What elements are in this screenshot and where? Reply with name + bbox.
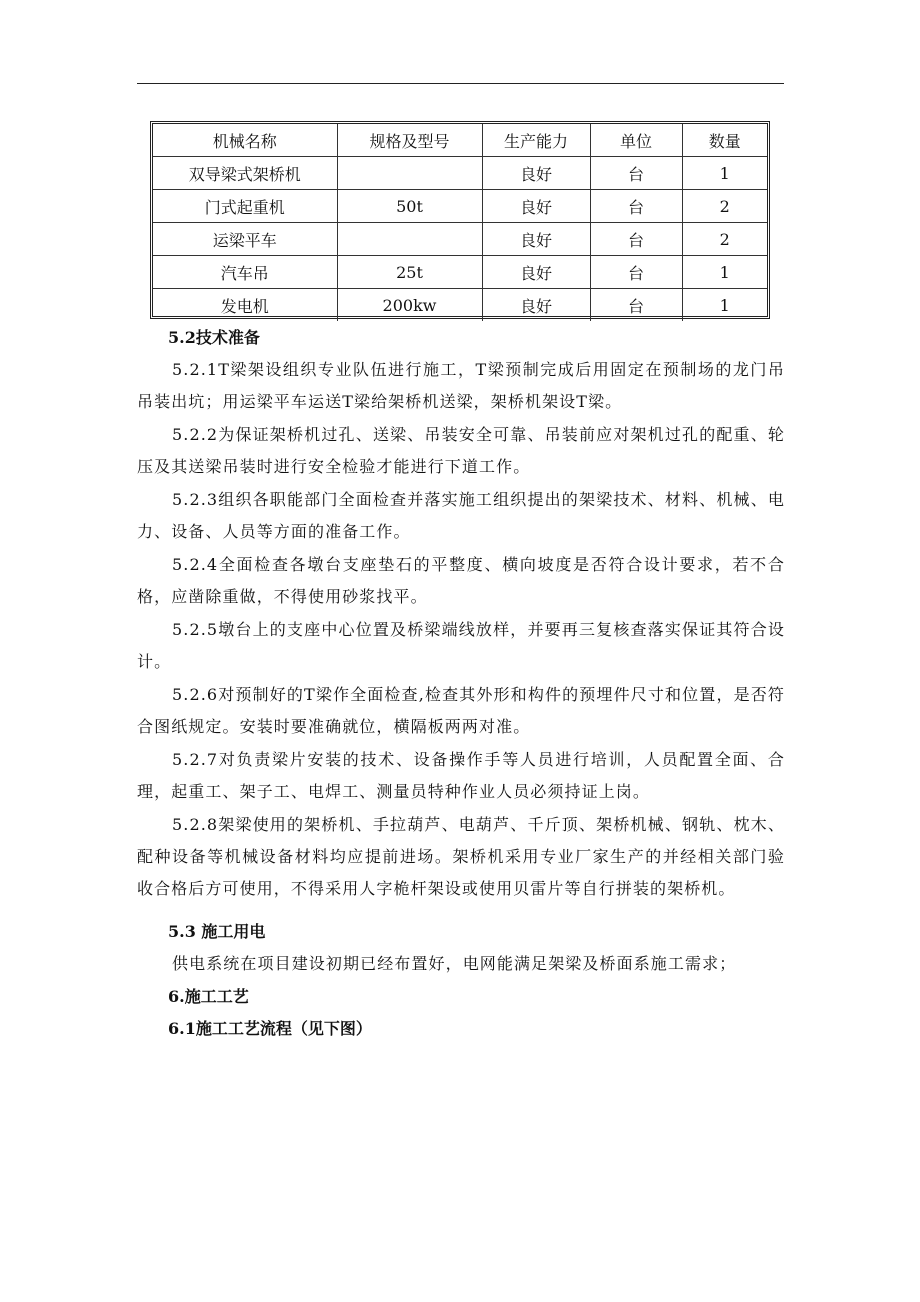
table-header-row: [153, 124, 767, 157]
document-body: [137, 322, 785, 1045]
table-cell: 汽车吊: [153, 256, 337, 289]
table-cell: 25t: [337, 256, 482, 289]
table-cell: 良好: [482, 190, 590, 223]
table-row: [153, 289, 767, 322]
table-cell: 良好: [482, 289, 590, 322]
section-heading-6-1: 6.1施工工艺流程（见下图）: [168, 1019, 372, 1038]
table-cell: 1: [682, 157, 767, 190]
table-cell: 良好: [482, 223, 590, 256]
section-heading-5-3: 5.3 施工用电: [168, 922, 266, 941]
table-cell: [337, 223, 482, 256]
table-cell: 50t: [337, 190, 482, 223]
table-cell: 双导梁式架桥机: [153, 157, 337, 190]
paragraph-5-2-8: 5.2.8架梁使用的架桥机、手拉葫芦、电葫芦、千斤顶、架桥机械、钢轨、枕木、配种设备等机械设备材料均应提前进场。架桥机采用专业厂家生产的并经相关部门验收合格后方可使用，不得采用人字桅杆架设或使用贝雷片等自行拼装的架桥机。: [137, 815, 785, 898]
table-cell: 良好: [482, 256, 590, 289]
table-cell: [337, 157, 482, 190]
table-row: [153, 256, 767, 289]
table-cell: 2: [682, 190, 767, 223]
header-cell: 规格及型号: [337, 124, 482, 157]
table-row: [153, 190, 767, 223]
paragraph-5-2-3: 5.2.3组织各职能部门全面检查并落实施工组织提出的架梁技术、材料、机械、电力、设备、人员等方面的准备工作。: [137, 490, 785, 541]
paragraph-5-2-5: 5.2.5墩台上的支座中心位置及桥梁端线放样，并要再三复核查落实保证其符合设计。: [137, 620, 785, 671]
header-cell: 机械名称: [153, 124, 337, 157]
table-row: [153, 223, 767, 256]
paragraph-5-3: 供电系统在项目建设初期已经布置好，电网能满足架梁及桥面系施工需求；: [172, 954, 737, 973]
header-cell: 单位: [590, 124, 682, 157]
table-cell: 台: [590, 256, 682, 289]
table-cell: 门式起重机: [153, 190, 337, 223]
table-cell: 运梁平车: [153, 223, 337, 256]
header-cell: 数量: [682, 124, 767, 157]
table-cell: 良好: [482, 157, 590, 190]
table-cell: 台: [590, 223, 682, 256]
table-cell: 台: [590, 190, 682, 223]
paragraph-5-2-1: 5.2.1T梁架设组织专业队伍进行施工，T梁预制完成后用固定在预制场的龙门吊吊装出坑；用运梁平车运送T梁给架桥机送梁，架桥机架设T梁。: [137, 360, 785, 411]
section-heading-6: 6.施工工艺: [168, 987, 249, 1006]
header-cell: 生产能力: [482, 124, 590, 157]
table-row: [153, 157, 767, 190]
section-heading-5-2: 5.2技术准备: [168, 328, 260, 347]
paragraph-5-2-4: 5.2.4全面检查各墩台支座垫石的平整度、横向坡度是否符合设计要求，若不合格，应凿除重做，不得使用砂浆找平。: [137, 555, 785, 606]
paragraph-5-2-6: 5.2.6对预制好的T梁作全面检查,检查其外形和构件的预埋件尺寸和位置，是否符合图纸规定。安装时要准确就位，横隔板两两对准。: [137, 685, 785, 736]
table-cell: 200kw: [337, 289, 482, 322]
table-cell: 1: [682, 289, 767, 322]
header-rule: [137, 83, 784, 84]
table-cell: 1: [682, 256, 767, 289]
table-cell: 台: [590, 157, 682, 190]
table-cell: 发电机: [153, 289, 337, 322]
table-cell: 台: [590, 289, 682, 322]
paragraph-5-2-2: 5.2.2为保证架桥机过孔、送梁、吊装安全可靠、吊装前应对架机过孔的配重、轮压及其送梁吊装时进行安全检验才能进行下道工作。: [137, 425, 785, 476]
equipment-table: [150, 121, 770, 319]
table-cell: 2: [682, 223, 767, 256]
paragraph-5-2-7: 5.2.7对负责梁片安装的技术、设备操作手等人员进行培训，人员配置全面、合理，起重工、架子工、电焊工、测量员特种作业人员必须持证上岗。: [137, 750, 785, 801]
